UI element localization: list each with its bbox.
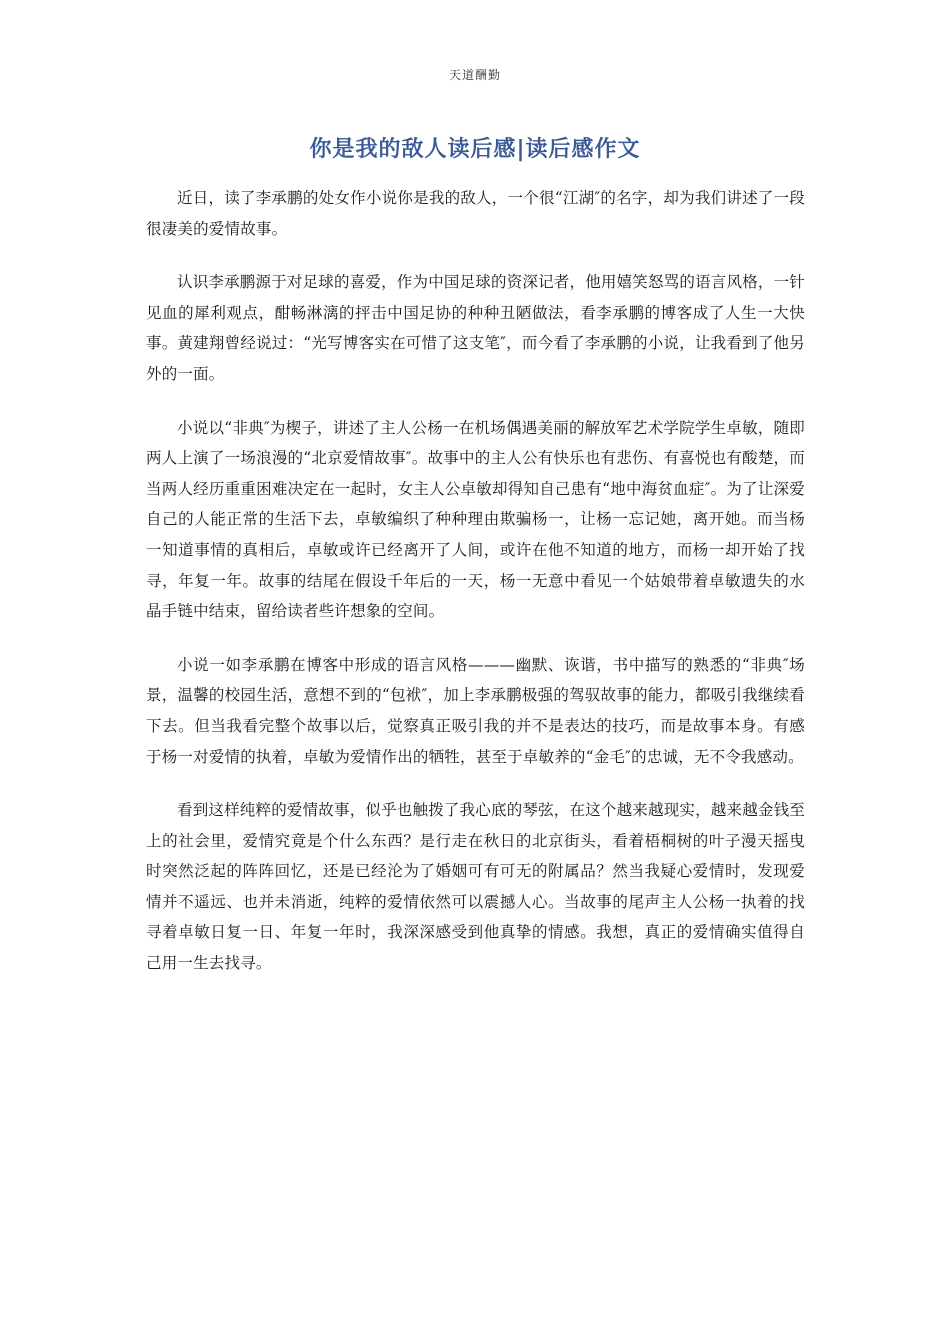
paragraph-5: 看到这样纯粹的爱情故事，似乎也触拨了我心底的琴弦，在这个越来越现实，越来越金钱至上的社会里，爱情究竟是个什么东西？是行走在秋日的北京街头，看着梧桐树的叶子漫天摇曳时突然泛起的阵阵回忆，还是已经沦为了婚姻可有可无的附属品？然当我疑心爱情时，发现爱情并不遥远、也并未消逝，纯粹的爱情依然可以震撼人心。当故事的尾声主人公杨一执着的找寻着卓敏日复一日、年复一年时，我深深感受到他真挚的情感。我想，真正的爱情确实值得自己用一生去找寻。 <box>146 801 806 973</box>
page-header: 天道酬勤 <box>448 68 501 82</box>
document-body <box>146 183 805 1002</box>
document-title: 你是我的敌人读后感|读后感作文 <box>309 137 641 162</box>
paragraph-4: 小说一如李承鹏在博客中形成的语言风格———幽默、诙谐，书中描写的熟悉的“非典″场景，温馨的校园生活，意想不到的“包袱″，加上李承鹏极强的驾驭故事的能力，都吸引我继续看下去。但当我看完整个故事以后，觉察真正吸引我的并不是表达的技巧，而是故事本身。有感于杨一对爱情的执着，卓敏为爱情作出的牺牲，甚至于卓敏养的“金毛″的忠诚，无不令我感动。 <box>146 655 805 766</box>
paragraph-2: 认识李承鹏源于对足球的喜爱，作为中国足球的资深记者，他用嬉笑怒骂的语言风格，一针见血的犀利观点，酣畅淋漓的抨击中国足协的种种丑陋做法，看李承鹏的博客成了人生一大快事。黄建翔曾经说过：“光写博客实在可惜了这支笔″，而今看了李承鹏的小说，让我看到了他另外的一面。 <box>146 273 806 383</box>
paragraph-3: 小说以“非典″为楔子，讲述了主人公杨一在机场偶遇美丽的解放军艺术学院学生卓敏，随即两人上演了一场浪漫的“北京爱情故事″。故事中的主人公有快乐也有悲伤、有喜悦也有酸楚，而当两人经历重重困难决定在一起时，女主人公卓敏却得知自己患有“地中海贫血症″。为了让深爱自己的人能正常的生活下去，卓敏编织了种种理由欺骗杨一，让杨一忘记她，离开她。而当杨一知道事情的真相后，卓敏或许已经离开了人间，或许在他不知道的地方，而杨一却开始了找寻，年复一年。故事的结尾在假设千年后的一天，杨一无意中看见一个姑娘带着卓敏遗失的水晶手链中结束，留给读者些许想象的空间。 <box>146 418 805 621</box>
paragraph-1: 近日，读了李承鹏的处女作小说你是我的敌人，一个很“江湖″的名字，却为我们讲述了一段很凄美的爱情故事。 <box>146 189 805 238</box>
